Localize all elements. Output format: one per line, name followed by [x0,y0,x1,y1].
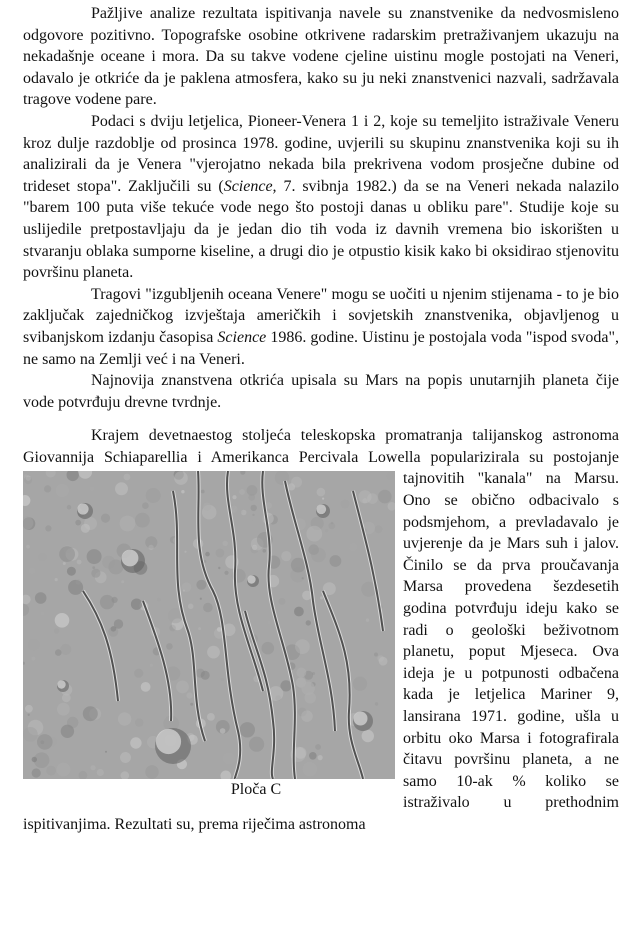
surface-texture [239,490,245,496]
surface-texture [92,567,95,570]
surface-texture [45,526,51,532]
surface-texture [56,763,70,777]
surface-texture [306,526,322,542]
surface-texture [176,681,189,694]
crater-rim [57,681,65,689]
surface-texture [26,545,30,549]
surface-texture [169,625,176,632]
surface-texture [207,646,220,659]
surface-texture [56,484,69,497]
surface-texture [67,717,78,728]
surface-texture [224,571,228,575]
surface-texture [190,703,193,706]
surface-texture [135,719,143,727]
surface-texture [32,769,41,778]
surface-texture [83,707,98,722]
surface-texture [281,551,291,561]
paragraph-text: Podaci s dviju letjelica, Pioneer-Venera 1 i 2, koje su temeljito istraživale Veneru kroz dulje razdoblje od prosinca 1978. godine, uvjerili su skupinu znanstvenika koji su ih analizirali da je Venera "vjerojatno nekada bila prekrivena vodom prosječne dubine od trideset stopa". Zaključili su ( [23,112,619,195]
surface-texture [37,735,53,751]
surface-texture [166,644,173,651]
surface-texture [301,682,315,696]
surface-texture [295,640,310,655]
surface-texture [188,604,194,610]
surface-texture [301,711,313,723]
surface-texture [63,562,66,565]
paragraph-lost-oceans [23,284,619,370]
surface-texture [60,644,71,655]
surface-texture [386,472,394,480]
surface-texture [203,503,211,511]
surface-texture [306,621,311,626]
surface-texture [366,619,369,622]
surface-texture [91,766,96,771]
surface-texture [59,547,75,563]
surface-texture [174,472,188,486]
surface-texture [134,669,143,678]
crater-rim [122,550,139,567]
surface-texture [76,580,82,586]
surface-texture [120,752,131,763]
paragraph-text: popularizirala su postojanje tajnovitih "kanala" na Marsu. Ono se obično odbacivalo s podsmjehom, a prevladavalo je uvjerenje da je Mars suh i jalov. Činilo se da prva proučavanja Marsa provedena šezdesetih godina potvrđuju ideju kako se radi o geološki beživotnom planetu, poput Mjeseca. Ova ideja je u potpunosti odbačena kada je letjelica Mariner 9, lansirana 1971. godine, ušla u orbitu oko Marsa i fotografirala čitavu površinu planeta, a ne samo 10-ak % koliko se istraživalo u prethodnim ispitivanjima. Rezultati su, prema riječima astronoma [23,448,620,833]
surface-texture [90,487,95,492]
surface-texture [232,496,236,500]
surface-texture [187,693,193,699]
surface-texture [146,488,161,503]
surface-texture [55,578,58,581]
surface-texture [105,751,107,753]
surface-texture [183,590,185,592]
mars-surface-photo [23,471,395,779]
surface-texture [223,741,232,750]
surface-texture [205,552,210,557]
surface-texture [328,523,335,530]
paragraph-text: Tragovi "izgubljenih oceana Venere" mogu se uočiti u njenim stijenama - to je bio zaključak zajedničkog izvještaja američkih i sovjetskih znanstvenika, objavljenog u svibanjskom izdanju časopisa [23,285,619,346]
surface-texture [223,753,235,765]
surface-texture [303,762,318,777]
surface-texture [251,505,257,511]
paragraph-venus-analysis: Pažljive analize rezultata ispitivanja navele su znanstvenike da nedvosmisleno odgovore pozitivno. Topografske osobine otkrivene radarskim pretraživanjem ukazuju na nekadašnje oceane i mora. Da su takve vodene cjeline uistinu mogle postojati na Veneri, odavalo je otkriće da je paklena atmosfera, kako su ju neki znanstvenici nazvali, sadržavala tragove vodene pare. [23,5,619,109]
surface-texture [100,595,114,609]
surface-texture [67,567,76,576]
surface-texture [379,657,388,666]
surface-texture [358,491,371,504]
surface-texture [317,488,326,497]
paragraph-mars-intro: Najnovija znanstvena otkrića upisala su Mars na popis unutarnjih planeta čije vode potvrđuju drevne tvrdnje. [23,372,619,411]
surface-texture [101,514,110,523]
surface-texture [41,612,45,616]
surface-texture [262,642,275,655]
crater-rim [156,729,181,754]
surface-texture [181,490,184,493]
surface-texture [378,490,392,504]
document-page [23,3,619,836]
surface-texture [120,516,136,532]
surface-texture [375,526,383,534]
surface-texture [77,560,82,565]
surface-texture [362,730,374,742]
surface-texture [24,477,32,485]
surface-texture [124,474,131,481]
surface-texture [54,629,59,634]
surface-texture [28,714,30,716]
surface-texture [320,597,323,600]
paragraph-text: 7. svibnja 1982.) da se na Veneri nekada nalazilo "barem 100 puta više tekuće vode nego što postoji danas u obliku pare". Studije koje su uslijedile pretpostavljaju da je jedan dio tih voda iz davnih vremena bio iskorišten u stvaranju oblaka sumporne kiseline, a drugi dio je otpustio kisik kako bi oksidirao stjenovitu površinu planeta. [23,177,620,282]
surface-texture [349,543,357,551]
surface-texture [34,589,39,594]
crater-rim [316,505,326,515]
surface-texture [294,607,304,617]
surface-texture [135,513,150,528]
surface-texture [32,757,37,762]
surface-texture [375,703,378,706]
surface-texture [150,664,153,667]
surface-texture [216,549,225,558]
surface-texture [223,541,228,546]
surface-texture [353,677,367,691]
paragraph-text: 1986. godine. Uistinu je postojala voda "ispod svoda", ne samo na Zemlji već i na Veneri. [23,328,620,368]
surface-texture [249,737,264,752]
journal-reference: Science [217,328,267,346]
surface-texture [38,553,47,562]
surface-texture [279,598,286,605]
surface-texture [23,727,38,742]
surface-texture [148,545,153,550]
surface-texture [267,621,270,624]
crater-rim [354,712,368,726]
surface-texture [46,766,56,776]
surface-texture [87,550,102,565]
surface-texture [25,705,33,713]
surface-texture [44,486,51,493]
surface-texture [131,599,142,610]
surface-texture [201,671,210,680]
figure-plate [23,471,395,801]
surface-texture [291,477,302,488]
surface-texture [198,628,201,631]
surface-texture [31,657,35,661]
surface-texture [184,551,186,553]
surface-texture [142,503,149,510]
surface-texture [383,558,387,562]
surface-texture [200,598,202,600]
surface-texture [240,723,255,738]
surface-texture [97,769,104,776]
surface-texture [341,500,350,509]
surface-texture [121,581,124,584]
surface-texture [374,653,378,657]
surface-texture [315,745,321,751]
surface-texture [145,766,158,779]
surface-texture [29,568,36,575]
surface-texture [118,713,131,726]
surface-texture [263,549,267,553]
crater-rim [247,576,255,584]
paragraph-pioneer-venus [23,111,619,284]
surface-texture [57,703,70,716]
journal-reference: Science, [223,177,277,195]
surface-texture [302,578,304,580]
surface-texture [141,682,151,692]
surface-texture [55,613,70,628]
paragraph-spacer [23,413,619,425]
surface-texture [35,593,47,605]
surface-texture [62,694,71,703]
surface-texture [207,713,215,721]
surface-texture [218,567,220,569]
surface-texture [325,530,328,533]
surface-texture [91,569,100,578]
surface-texture [220,729,226,735]
surface-texture [248,494,255,501]
surface-texture [99,496,113,510]
surface-texture [203,603,213,613]
surface-texture [130,738,141,749]
surface-texture [295,747,307,759]
surface-texture [111,626,117,632]
surface-texture [318,755,323,760]
surface-texture [196,580,206,590]
paragraph-text: Krajem devetnaestog stoljeća teleskopska promatranja talijanskog astronoma Giovannija Schiaparellia i Amerikanca Percivala Lowella [23,427,619,466]
surface-texture [201,490,205,494]
surface-texture [84,517,97,530]
surface-texture [157,598,161,602]
surface-texture [322,498,324,500]
surface-texture [115,483,128,496]
surface-texture [235,508,242,515]
paragraph-mars-canals [23,425,619,835]
surface-texture [311,548,326,563]
surface-texture [67,505,72,510]
surface-texture [28,639,40,651]
surface-texture [112,597,118,603]
figure-caption: Ploča C [230,781,282,799]
crater-rim [77,504,88,515]
surface-texture [296,668,306,678]
surface-texture [252,514,254,516]
surface-texture [309,752,317,760]
surface-texture [221,678,224,681]
surface-texture [330,556,342,568]
surface-texture [75,520,81,526]
